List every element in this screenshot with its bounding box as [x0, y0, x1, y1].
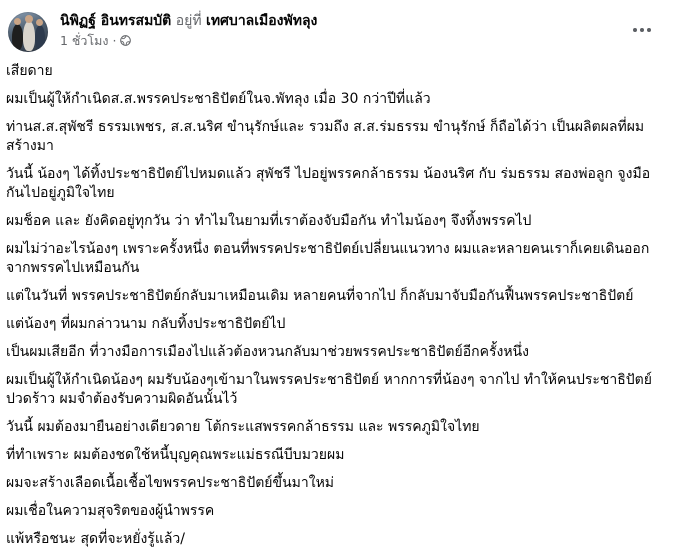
post-header	[8, 8, 668, 54]
header-text	[60, 12, 317, 49]
location-prefix: อยู่ที่	[175, 13, 202, 29]
post-paragraph: ผมจะสร้างเลือดเนื้อเชื้อไขพรรคประชาธิปัตย์ขึ้นมาใหม่	[6, 475, 335, 491]
more-options-icon-dot	[647, 28, 651, 32]
post-paragraph: ผมเป็นผู้ให้กำเนิดน้องๆ ผมรับน้องๆเข้ามาในพรรคประชาธิปัตย์ หากการที่น้องๆ จากไป ทำให้คนประชาธิปัตย์ปวดร้าว ผมจำต้องรับความผิดอันนั้นไว้	[6, 372, 652, 407]
post-paragraph: ที่ทำเพราะ ผมต้องชดใช้หนี้บุญคุณพระแม่ธรณีบีบมวยผม	[6, 447, 345, 463]
post-paragraph: ผมไม่ว่าอะไรน้องๆ เพราะครั้งหนึ่ง ตอนที่พรรคประชาธิปัตย์เปลี่ยนแนวทาง ผมและหลายคนเราก็เคยเดินออกจากพรรคไปเหมือนกัน	[6, 241, 650, 276]
post-paragraph: เป็นผมเสียอีก ที่วางมือการเมืองไปแล้วต้องหวนกลับมาช่วยพรรคประชาธิปัตย์อีกครั้งหนึ่ง	[6, 344, 529, 360]
meta-separator: ·	[112, 33, 117, 48]
post-paragraph: ผมเชื่อในความสุจริตของผู้นำพรรค	[6, 503, 215, 519]
author-line	[60, 12, 317, 31]
post-paragraph: ผมเป็นผู้ให้กำเนิดส.ส.พรรคประชาธิปัตย์ในจ.พัทลุง เมื่อ 30 กว่าปีที่แล้ว	[6, 91, 431, 107]
globe-icon	[120, 35, 131, 46]
post-paragraph: แพ้หรือชนะ สุดที่จะหยั่งรู้แล้ว/	[6, 531, 186, 547]
post-paragraph: แต่น้องๆ ที่ผมกล่าวนาม กลับทิ้งประชาธิปัตย์ไป	[6, 316, 286, 332]
more-options-icon-dot	[633, 28, 637, 32]
post-meta	[60, 33, 317, 49]
post-paragraph: แต่ในวันที่ พรรคประชาธิปัตย์กลับมาเหมือนเดิม หลายคนที่จากไป ก็กลับมาจับมือกันฟื้นพรรคประชาธิปัตย์	[6, 288, 634, 304]
post-paragraph: เสียดาย	[6, 63, 53, 79]
more-options-button[interactable]	[626, 18, 658, 42]
post-paragraph: วันนี้ น้องๆ ได้ทิ้งประชาธิปัตย์ไปหมดแล้ว สุพัชรี ไปอยู่พรรคกล้าธรรม น้องนริศ กับ ร่มธรรม สองพ่อลูก จูงมือกันไปอยู่ภูมิใจไทย	[6, 166, 651, 201]
avatar[interactable]	[8, 12, 48, 52]
post-paragraph: ท่านส.ส.สุพัชรี ธรรมเพชร, ส.ส.นริศ ขำนุรักษ์และ รวมถึง ส.ส.ร่มธรรม ขำนุรักษ์ ก็ถือได้ว่า เป็นผลิตผลที่ผมสร้างมา	[6, 119, 645, 154]
post-paragraph: ผมช็อค และ ยังคิดอยู่ทุกวัน ว่า ทำไมในยามที่เราต้องจับมือกัน ทำไมน้องๆ จึงทิ้งพรรคไป	[6, 213, 532, 229]
post-timestamp[interactable]: 1 ชั่วโมง	[60, 33, 109, 48]
more-options-icon-dot	[640, 28, 644, 32]
post-body	[6, 62, 662, 558]
author-name[interactable]: นิพิฏฐ์ อินทรสมบัติ	[60, 13, 172, 29]
location-link[interactable]: เทศบาลเมืองพัทลุง	[206, 13, 318, 29]
post-paragraph: วันนี้ ผมต้องมายืนอย่างเดียวดาย โต้กระแสพรรคกล้าธรรม และ พรรคภูมิใจไทย	[6, 419, 480, 435]
